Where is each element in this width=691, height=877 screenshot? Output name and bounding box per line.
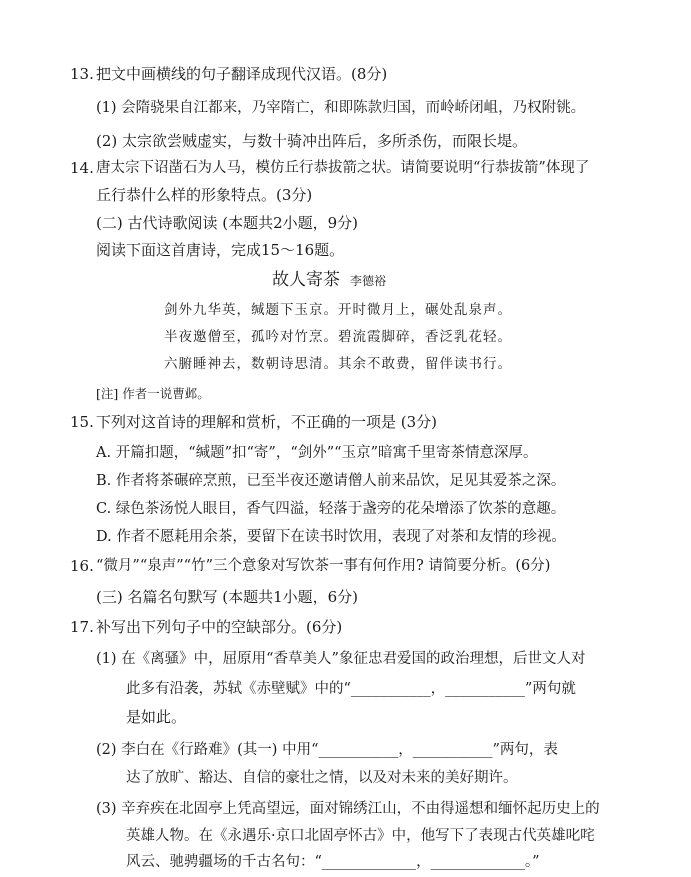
question-13-number: 13. [70,65,94,83]
question-17-number: 17. [70,618,94,636]
poem-author: 李德裕 [350,274,387,288]
question-16-number: 16. [70,557,94,575]
poem-line-1: 剑外九华英，缄题下玉京。开时微月上，碾处乱泉声。 [164,302,512,318]
question-13-stem: 把文中画横线的句子翻译成现代汉语。(8分) [96,65,388,83]
question-14-line-2: 丘行恭什么样的形象特点。(3分) [96,186,313,204]
question-13-sentence-1: (1) 会隋骁果自江都来，乃宰隋亡，和即陈款归国，而岭峤闭岨，乃权附铫。 [96,100,586,116]
question-14-line-1: 唐太宗下诏凿石为人马，模仿丘行恭拔箭之状。请简要说明“行恭拔箭”体现了 [96,160,590,176]
section-2-heading: (二) 古代诗歌阅读 (本题共2小题，9分) [96,214,359,232]
question-16-stem: “微月”“泉声”“竹”三个意象对写饮茶一事有何作用? 请简要分析。(6分) [96,558,551,574]
question-15-option-b: B. 作者将茶碾碎烹煎，已至半夜还邀请僧人前来品饮，足见其爱茶之深。 [96,473,566,489]
question-17-part-3-line-2: 英雄人物。在《永遇乐·京口北固亭怀古》中，他写下了表现古代英雄叱咤 [126,828,595,844]
section-3-heading: (三) 名篇名句默写 (本题共1小题，6分) [96,588,359,606]
question-15-option-d: D. 作者不愿耗用余茶，要留下在读书时饮用，表现了对茶和友情的珍视。 [96,529,566,545]
poem-title: 故人寄茶 [272,270,340,290]
question-15-stem: 下列对这首诗的理解和赏析，不正确的一项是 (3分) [96,413,438,431]
question-17-part-1-line-2: 此多有沿袭，苏轼《赤壁赋》中的“___________，___________”两句就 [126,681,576,697]
section-2-instruction: 阅读下面这首唐诗，完成15～16题。 [96,241,345,259]
question-17-part-1-line-1: (1) 在《离骚》中，屈原用“香草美人”象征忠君爱国的政治理想，后世文人对 [96,651,586,667]
poem-note: [注] 作者一说曹邺。 [96,386,210,401]
question-17-part-1-line-3: 是如此。 [126,708,187,726]
poem-line-3: 六腑睡神去，数朝诗思清。其余不敢费，留伴读书行。 [164,356,512,372]
question-15-option-c: C. 绿色茶汤悦人眼目，香气四溢，轻落于盏旁的花朵增添了饮茶的意趣。 [96,501,566,517]
question-17-part-3-line-3: 风云、驰骋疆场的千古名句：“_____________，_____________。” [126,854,540,870]
poem-heading [272,270,386,291]
question-17-stem: 补写出下列句子中的空缺部分。(6分) [96,618,343,636]
question-17-part-2-line-2: 达了放旷、豁达、自信的豪壮之情，以及对未来的美好期许。 [126,770,518,786]
question-14-number: 14. [70,159,94,177]
question-15-number: 15. [70,413,94,431]
question-17-part-2-line-1: (2) 李白在《行路难》(其一) 中用“___________，___________”两句，表 [96,742,558,758]
question-17-part-3-line-1: (3) 辛弃疾在北固亭上凭高望远，面对锦绣江山，不由得遥想和缅怀起历史上的 [96,801,600,817]
poem-line-2: 半夜邀僧至，孤吟对竹烹。碧流霞脚碎，香泛乳花轻。 [164,329,512,345]
question-15-option-a: A. 开篇扣题，“缄题”扣“寄”，“剑外”“玉京”暗寓千里寄茶情意深厚。 [96,445,538,461]
question-13-sentence-2: (2) 太宗欲尝贼虚实，与数十骑冲出阵后，多所杀伤，而限长堤。 [96,132,528,150]
